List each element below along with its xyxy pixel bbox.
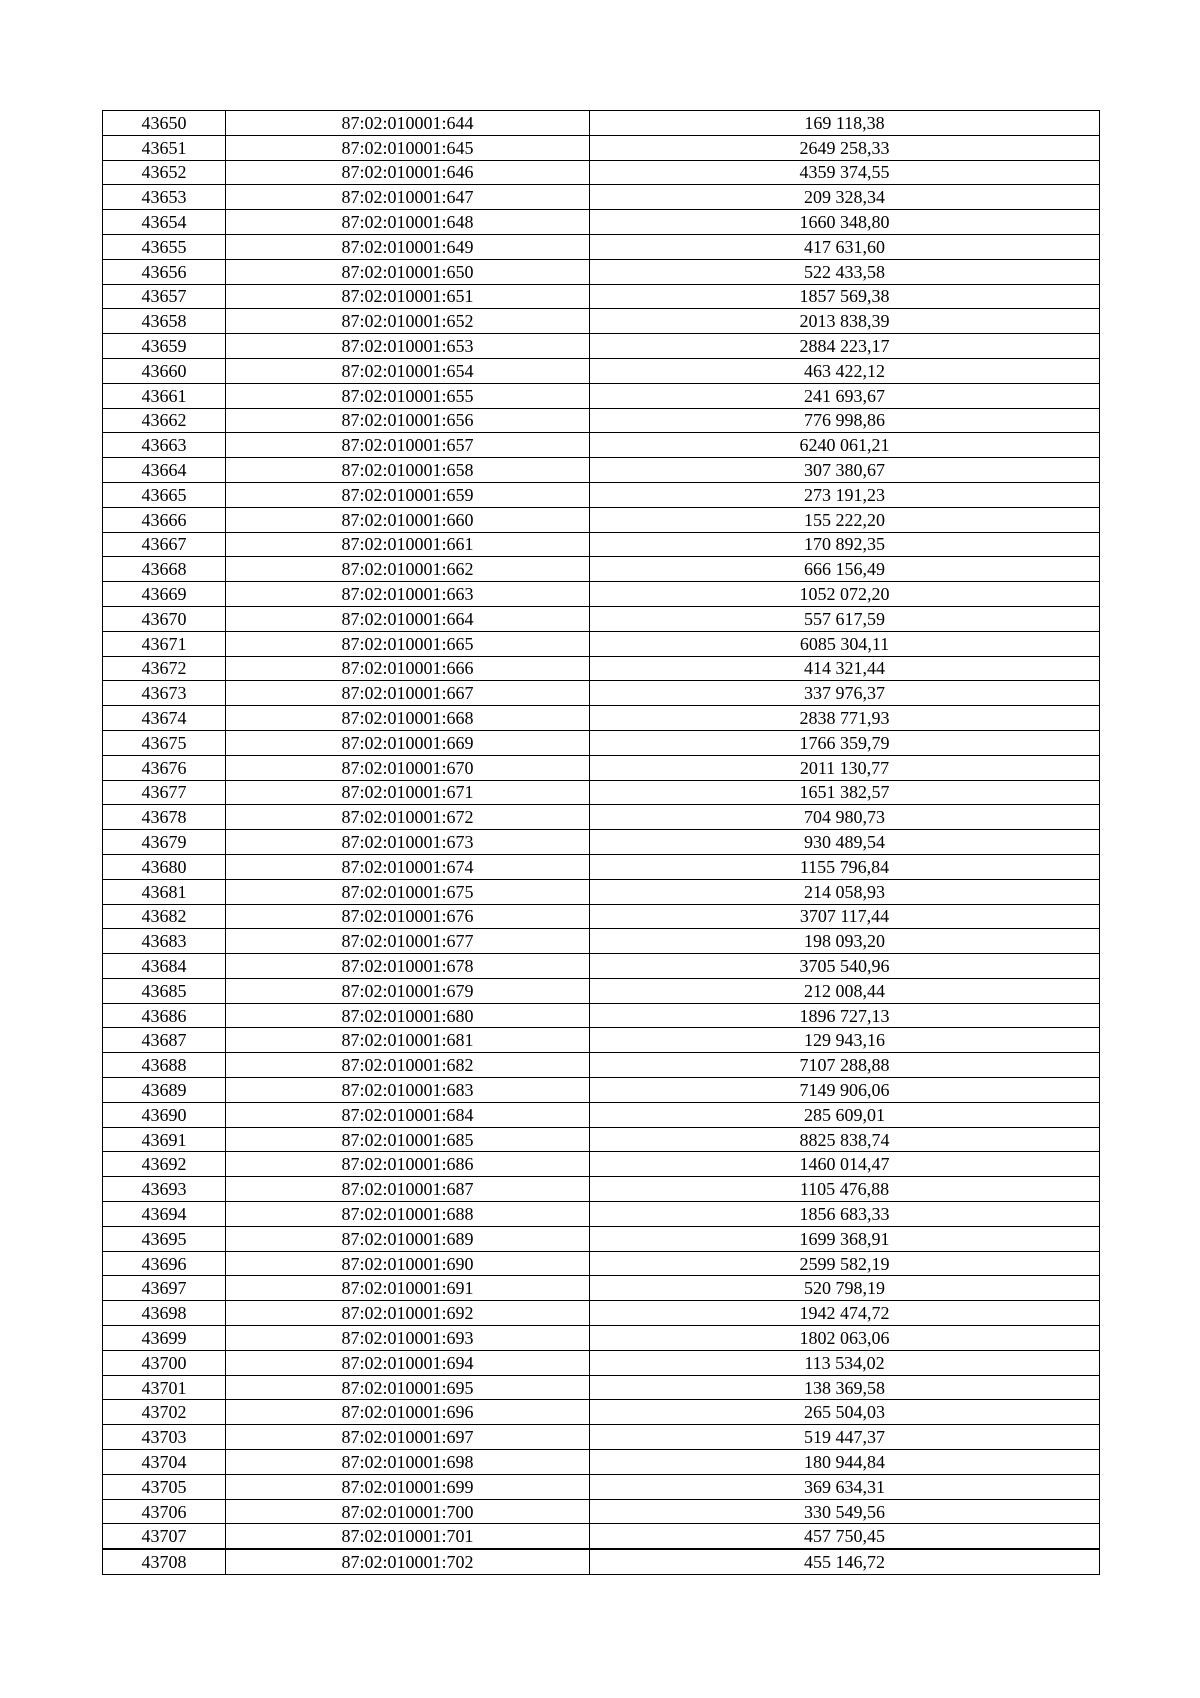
- row-number-cell: 43700: [103, 1350, 226, 1375]
- value-cell: 930 489,54: [590, 830, 1100, 855]
- table-body: [103, 111, 1100, 1575]
- row-number-cell: 43675: [103, 730, 226, 755]
- table-row: [103, 1276, 1100, 1301]
- table-row: [103, 904, 1100, 929]
- table-row: [103, 458, 1100, 483]
- row-number-cell: 43672: [103, 656, 226, 681]
- cadastral-number-cell: 87:02:010001:699: [226, 1474, 590, 1499]
- table-row: [103, 1450, 1100, 1475]
- table-row: [103, 780, 1100, 805]
- cadastral-number-cell: 87:02:010001:702: [226, 1549, 590, 1574]
- value-cell: 285 609,01: [590, 1102, 1100, 1127]
- value-cell: 704 980,73: [590, 805, 1100, 830]
- cadastral-number-cell: 87:02:010001:693: [226, 1326, 590, 1351]
- row-number-cell: 43657: [103, 284, 226, 309]
- table-row: [103, 259, 1100, 284]
- value-cell: 209 328,34: [590, 185, 1100, 210]
- value-cell: 1105 476,88: [590, 1177, 1100, 1202]
- value-cell: 1699 368,91: [590, 1226, 1100, 1251]
- cadastral-number-cell: 87:02:010001:675: [226, 879, 590, 904]
- table-row: [103, 1226, 1100, 1251]
- cadastral-number-cell: 87:02:010001:659: [226, 482, 590, 507]
- cadastral-number-cell: 87:02:010001:668: [226, 706, 590, 731]
- value-cell: 1660 348,80: [590, 210, 1100, 235]
- value-cell: 198 093,20: [590, 929, 1100, 954]
- row-number-cell: 43703: [103, 1425, 226, 1450]
- row-number-cell: 43699: [103, 1326, 226, 1351]
- cadastral-number-cell: 87:02:010001:650: [226, 259, 590, 284]
- cadastral-number-cell: 87:02:010001:657: [226, 433, 590, 458]
- cadastral-number-cell: 87:02:010001:656: [226, 408, 590, 433]
- cadastral-number-cell: 87:02:010001:683: [226, 1078, 590, 1103]
- value-cell: 3705 540,96: [590, 954, 1100, 979]
- row-number-cell: 43653: [103, 185, 226, 210]
- row-number-cell: 43659: [103, 334, 226, 359]
- cadastral-number-cell: 87:02:010001:687: [226, 1177, 590, 1202]
- value-cell: 1052 072,20: [590, 582, 1100, 607]
- value-cell: 180 944,84: [590, 1450, 1100, 1475]
- table-row: [103, 111, 1100, 136]
- row-number-cell: 43676: [103, 755, 226, 780]
- table-row: [103, 1375, 1100, 1400]
- row-number-cell: 43702: [103, 1400, 226, 1425]
- table-row: [103, 1400, 1100, 1425]
- cadastral-number-cell: 87:02:010001:664: [226, 606, 590, 631]
- row-number-cell: 43678: [103, 805, 226, 830]
- value-cell: 2011 130,77: [590, 755, 1100, 780]
- row-number-cell: 43697: [103, 1276, 226, 1301]
- table-row: [103, 1102, 1100, 1127]
- row-number-cell: 43690: [103, 1102, 226, 1127]
- row-number-cell: 43685: [103, 978, 226, 1003]
- row-number-cell: 43674: [103, 706, 226, 731]
- cadastral-number-cell: 87:02:010001:649: [226, 234, 590, 259]
- row-number-cell: 43654: [103, 210, 226, 235]
- cadastral-number-cell: 87:02:010001:679: [226, 978, 590, 1003]
- row-number-cell: 43707: [103, 1524, 226, 1549]
- row-number-cell: 43677: [103, 780, 226, 805]
- row-number-cell: 43684: [103, 954, 226, 979]
- cadastral-number-cell: 87:02:010001:651: [226, 284, 590, 309]
- value-cell: 2884 223,17: [590, 334, 1100, 359]
- row-number-cell: 43683: [103, 929, 226, 954]
- cadastral-number-cell: 87:02:010001:689: [226, 1226, 590, 1251]
- row-number-cell: 43687: [103, 1028, 226, 1053]
- value-cell: 7149 906,06: [590, 1078, 1100, 1103]
- row-number-cell: 43673: [103, 681, 226, 706]
- cadastral-number-cell: 87:02:010001:644: [226, 111, 590, 136]
- table-row: [103, 854, 1100, 879]
- cadastral-number-cell: 87:02:010001:667: [226, 681, 590, 706]
- table-row: [103, 408, 1100, 433]
- cadastral-number-cell: 87:02:010001:653: [226, 334, 590, 359]
- table-row: [103, 1028, 1100, 1053]
- cadastral-number-cell: 87:02:010001:654: [226, 358, 590, 383]
- value-cell: 155 222,20: [590, 507, 1100, 532]
- cadastral-number-cell: 87:02:010001:698: [226, 1450, 590, 1475]
- table-row: [103, 606, 1100, 631]
- table-row: [103, 730, 1100, 755]
- cadastral-number-cell: 87:02:010001:680: [226, 1003, 590, 1028]
- table-row: [103, 879, 1100, 904]
- table-row: [103, 185, 1100, 210]
- value-cell: 369 634,31: [590, 1474, 1100, 1499]
- value-cell: 113 534,02: [590, 1350, 1100, 1375]
- value-cell: 463 422,12: [590, 358, 1100, 383]
- row-number-cell: 43694: [103, 1202, 226, 1227]
- table-row: [103, 1524, 1100, 1549]
- cadastral-number-cell: 87:02:010001:676: [226, 904, 590, 929]
- row-number-cell: 43706: [103, 1499, 226, 1524]
- cadastral-number-cell: 87:02:010001:646: [226, 160, 590, 185]
- row-number-cell: 43668: [103, 557, 226, 582]
- cadastral-number-cell: 87:02:010001:666: [226, 656, 590, 681]
- cadastral-number-cell: 87:02:010001:648: [226, 210, 590, 235]
- cadastral-number-cell: 87:02:010001:660: [226, 507, 590, 532]
- table-row: [103, 631, 1100, 656]
- value-cell: 776 998,86: [590, 408, 1100, 433]
- table-row: [103, 755, 1100, 780]
- value-cell: 169 118,38: [590, 111, 1100, 136]
- value-cell: 265 504,03: [590, 1400, 1100, 1425]
- cadastral-number-cell: 87:02:010001:661: [226, 532, 590, 557]
- table-row: [103, 978, 1100, 1003]
- table-row: [103, 482, 1100, 507]
- cadastral-number-cell: 87:02:010001:670: [226, 755, 590, 780]
- row-number-cell: 43701: [103, 1375, 226, 1400]
- cadastral-number-cell: 87:02:010001:685: [226, 1127, 590, 1152]
- table-row: [103, 210, 1100, 235]
- value-cell: 1802 063,06: [590, 1326, 1100, 1351]
- table-row: [103, 160, 1100, 185]
- row-number-cell: 43691: [103, 1127, 226, 1152]
- cadastral-number-cell: 87:02:010001:688: [226, 1202, 590, 1227]
- table-row: [103, 1202, 1100, 1227]
- value-cell: 2599 582,19: [590, 1251, 1100, 1276]
- table-row: [103, 582, 1100, 607]
- table-row: [103, 1499, 1100, 1524]
- table-row: [103, 383, 1100, 408]
- row-number-cell: 43708: [103, 1549, 226, 1574]
- cadastral-number-cell: 87:02:010001:694: [226, 1350, 590, 1375]
- value-cell: 1460 014,47: [590, 1152, 1100, 1177]
- value-cell: 414 321,44: [590, 656, 1100, 681]
- table-row: [103, 532, 1100, 557]
- row-number-cell: 43662: [103, 408, 226, 433]
- value-cell: 455 146,72: [590, 1549, 1100, 1574]
- table-row: [103, 929, 1100, 954]
- cadastral-number-cell: 87:02:010001:697: [226, 1425, 590, 1450]
- value-cell: 241 693,67: [590, 383, 1100, 408]
- cadastral-number-cell: 87:02:010001:669: [226, 730, 590, 755]
- row-number-cell: 43664: [103, 458, 226, 483]
- table-row: [103, 433, 1100, 458]
- row-number-cell: 43655: [103, 234, 226, 259]
- table-row: [103, 954, 1100, 979]
- cadastral-number-cell: 87:02:010001:695: [226, 1375, 590, 1400]
- table-row: [103, 1301, 1100, 1326]
- cadastral-number-cell: 87:02:010001:672: [226, 805, 590, 830]
- value-cell: 273 191,23: [590, 482, 1100, 507]
- value-cell: 6085 304,11: [590, 631, 1100, 656]
- table-row: [103, 1003, 1100, 1028]
- value-cell: 8825 838,74: [590, 1127, 1100, 1152]
- value-cell: 330 549,56: [590, 1499, 1100, 1524]
- table-row: [103, 1152, 1100, 1177]
- table-row: [103, 1177, 1100, 1202]
- table-row: [103, 681, 1100, 706]
- value-cell: 2649 258,33: [590, 135, 1100, 160]
- row-number-cell: 43679: [103, 830, 226, 855]
- table-row: [103, 1127, 1100, 1152]
- row-number-cell: 43663: [103, 433, 226, 458]
- cadastral-number-cell: 87:02:010001:684: [226, 1102, 590, 1127]
- value-cell: 1942 474,72: [590, 1301, 1100, 1326]
- cadastral-number-cell: 87:02:010001:677: [226, 929, 590, 954]
- row-number-cell: 43681: [103, 879, 226, 904]
- cadastral-number-cell: 87:02:010001:691: [226, 1276, 590, 1301]
- value-cell: 1766 359,79: [590, 730, 1100, 755]
- value-cell: 138 369,58: [590, 1375, 1100, 1400]
- value-cell: 1856 683,33: [590, 1202, 1100, 1227]
- table-row: [103, 1474, 1100, 1499]
- row-number-cell: 43686: [103, 1003, 226, 1028]
- table-row: [103, 284, 1100, 309]
- row-number-cell: 43650: [103, 111, 226, 136]
- cadastral-number-cell: 87:02:010001:673: [226, 830, 590, 855]
- cadastral-number-cell: 87:02:010001:671: [226, 780, 590, 805]
- value-cell: 1857 569,38: [590, 284, 1100, 309]
- cadastral-number-cell: 87:02:010001:700: [226, 1499, 590, 1524]
- value-cell: 1896 727,13: [590, 1003, 1100, 1028]
- table-row: [103, 1425, 1100, 1450]
- value-cell: 7107 288,88: [590, 1053, 1100, 1078]
- value-cell: 417 631,60: [590, 234, 1100, 259]
- value-cell: 307 380,67: [590, 458, 1100, 483]
- table-row: [103, 830, 1100, 855]
- table-row: [103, 1549, 1100, 1574]
- value-cell: 557 617,59: [590, 606, 1100, 631]
- row-number-cell: 43695: [103, 1226, 226, 1251]
- table-row: [103, 656, 1100, 681]
- table-row: [103, 234, 1100, 259]
- cadastral-number-cell: 87:02:010001:690: [226, 1251, 590, 1276]
- row-number-cell: 43665: [103, 482, 226, 507]
- value-cell: 457 750,45: [590, 1524, 1100, 1549]
- row-number-cell: 43671: [103, 631, 226, 656]
- value-cell: 3707 117,44: [590, 904, 1100, 929]
- row-number-cell: 43682: [103, 904, 226, 929]
- cadastral-number-cell: 87:02:010001:674: [226, 854, 590, 879]
- row-number-cell: 43652: [103, 160, 226, 185]
- row-number-cell: 43666: [103, 507, 226, 532]
- value-cell: 520 798,19: [590, 1276, 1100, 1301]
- row-number-cell: 43704: [103, 1450, 226, 1475]
- table-row: [103, 1251, 1100, 1276]
- row-number-cell: 43658: [103, 309, 226, 334]
- row-number-cell: 43698: [103, 1301, 226, 1326]
- cadastral-number-cell: 87:02:010001:692: [226, 1301, 590, 1326]
- table-row: [103, 1078, 1100, 1103]
- cadastral-number-cell: 87:02:010001:696: [226, 1400, 590, 1425]
- value-cell: 337 976,37: [590, 681, 1100, 706]
- row-number-cell: 43696: [103, 1251, 226, 1276]
- row-number-cell: 43661: [103, 383, 226, 408]
- row-number-cell: 43705: [103, 1474, 226, 1499]
- table-row: [103, 309, 1100, 334]
- row-number-cell: 43680: [103, 854, 226, 879]
- table-row: [103, 1053, 1100, 1078]
- row-number-cell: 43688: [103, 1053, 226, 1078]
- value-cell: 1155 796,84: [590, 854, 1100, 879]
- value-cell: 170 892,35: [590, 532, 1100, 557]
- row-number-cell: 43689: [103, 1078, 226, 1103]
- table-row: [103, 1326, 1100, 1351]
- value-cell: 2838 771,93: [590, 706, 1100, 731]
- table-row: [103, 135, 1100, 160]
- value-cell: 214 058,93: [590, 879, 1100, 904]
- cadastral-number-cell: 87:02:010001:663: [226, 582, 590, 607]
- row-number-cell: 43692: [103, 1152, 226, 1177]
- cadastral-number-cell: 87:02:010001:686: [226, 1152, 590, 1177]
- value-cell: 519 447,37: [590, 1425, 1100, 1450]
- table-row: [103, 358, 1100, 383]
- value-cell: 129 943,16: [590, 1028, 1100, 1053]
- table-row: [103, 1350, 1100, 1375]
- row-number-cell: 43667: [103, 532, 226, 557]
- data-table: [102, 110, 1100, 1575]
- row-number-cell: 43693: [103, 1177, 226, 1202]
- row-number-cell: 43651: [103, 135, 226, 160]
- value-cell: 522 433,58: [590, 259, 1100, 284]
- row-number-cell: 43656: [103, 259, 226, 284]
- table-row: [103, 507, 1100, 532]
- table-row: [103, 706, 1100, 731]
- cadastral-number-cell: 87:02:010001:658: [226, 458, 590, 483]
- table-row: [103, 334, 1100, 359]
- row-number-cell: 43670: [103, 606, 226, 631]
- value-cell: 666 156,49: [590, 557, 1100, 582]
- cadastral-number-cell: 87:02:010001:652: [226, 309, 590, 334]
- cadastral-number-cell: 87:02:010001:681: [226, 1028, 590, 1053]
- cadastral-number-cell: 87:02:010001:662: [226, 557, 590, 582]
- value-cell: 4359 374,55: [590, 160, 1100, 185]
- cadastral-number-cell: 87:02:010001:665: [226, 631, 590, 656]
- cadastral-number-cell: 87:02:010001:678: [226, 954, 590, 979]
- table-row: [103, 805, 1100, 830]
- value-cell: 6240 061,21: [590, 433, 1100, 458]
- row-number-cell: 43669: [103, 582, 226, 607]
- row-number-cell: 43660: [103, 358, 226, 383]
- table-row: [103, 557, 1100, 582]
- value-cell: 212 008,44: [590, 978, 1100, 1003]
- value-cell: 2013 838,39: [590, 309, 1100, 334]
- cadastral-number-cell: 87:02:010001:701: [226, 1524, 590, 1549]
- cadastral-number-cell: 87:02:010001:645: [226, 135, 590, 160]
- cadastral-number-cell: 87:02:010001:655: [226, 383, 590, 408]
- cadastral-number-cell: 87:02:010001:647: [226, 185, 590, 210]
- cadastral-number-cell: 87:02:010001:682: [226, 1053, 590, 1078]
- value-cell: 1651 382,57: [590, 780, 1100, 805]
